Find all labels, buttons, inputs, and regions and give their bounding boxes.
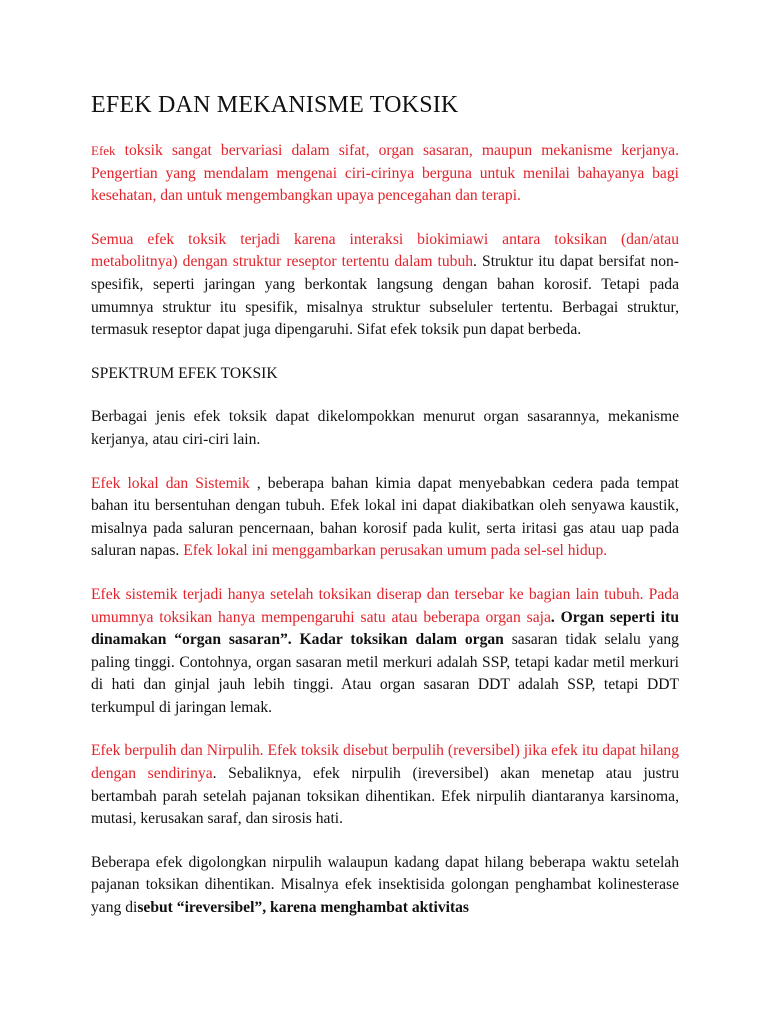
local-systemic-text: , beberapa bahan kimia dapat menyebabkan cedera pada tempat bahan itu bersentuhan dengan tubuh. Efek lokal ini dapat diakibatkan oleh senyawa kaustik, misalnya pada saluran pencernaan, bahan korosif pada kulit, serta iritasi gas atau uap pada saluran napas. — [91, 474, 679, 560]
paragraph-reversible — [91, 740, 679, 830]
document-page — [91, 88, 679, 941]
intro-first-word: Efek — [91, 143, 116, 158]
paragraph-grouping: Berbagai jenis efek toksik dapat dikelompokkan menurut organ sasarannya, mekanisme kerjanya, atau ciri-ciri lain. — [91, 408, 679, 448]
interaction-text: . Struktur itu dapat bersifat non-spesifik, seperti jaringan yang berkontak langsung dengan bahan korosif. Tetapi pada umumnya struktur itu spesifik, misalnya struktur subseluler tertentu. Berbagai struktur, termasuk reseptor dapat juga dipengaruhi. Sifat efek toksik pun dapat berbeda. — [91, 253, 679, 339]
local-systemic-highlight: Efek lokal ini menggambarkan perusakan umum pada sel-sel hidup. — [183, 542, 608, 560]
paragraph-systemic — [91, 584, 679, 720]
document-title: EFEK DAN MEKANISME TOKSIK — [91, 92, 459, 118]
paragraph-irreversible — [91, 852, 679, 920]
reversible-highlight: Efek berpulih dan Nirpulih. Efek toksik disebut berpulih (reversibel) jika efek itu dapat hilang dengan sendirinya — [91, 742, 679, 783]
paragraph-local-systemic — [91, 473, 679, 563]
systemic-text: sasaran tidak selalu yang paling tinggi. Contohnya, organ sasaran metil merkuri adalah SSP, tetapi kadar metil merkuri di hati dan ginjal jauh lebih tinggi. Atau organ sasaran DDT adalah SSP, tetapi DDT terkumpul di jaringan lemak. — [91, 631, 679, 716]
paragraph-intro — [91, 140, 679, 208]
local-systemic-term: Efek lokal dan Sistemik — [91, 474, 250, 492]
interaction-highlight: Semua efek toksik terjadi karena interaksi biokimiawi antara toksikan (dan/atau metabolitnya) dengan struktur reseptor tertentu dalam tubuh — [91, 230, 679, 271]
paragraph-interaction — [91, 229, 679, 342]
intro-text: toksik sangat bervariasi dalam sifat, organ sasaran, maupun mekanisme kerjanya. Pengertian yang mendalam mengenai ciri-cirinya berguna untuk menilai bahayanya bagi kesehatan, dan untuk mengembangkan upaya pencegahan dan terapi. — [91, 142, 679, 205]
reversible-text: . Sebaliknya, efek nirpulih (ireversibel) akan menetap atau justru bertambah parah setelah pajanan toksikan dihentikan. Efek nirpulih diantaranya karsinoma, mutasi, kerusakan saraf, dan sirosis hati. — [91, 765, 679, 828]
irreversible-text: Beberapa efek digolongkan nirpulih walaupun kadang dapat hilang beberapa waktu setelah pajanan toksikan dihentikan. Misalnya efek insektisida golongan penghambat kolinesterase yang di — [91, 853, 679, 917]
section-heading-spektrum: SPEKTRUM EFEK TOKSIK — [91, 364, 278, 382]
irreversible-bold: sebut “ireversibel”, karena menghambat aktivitas — [137, 899, 470, 917]
systemic-highlight: Efek sistemik terjadi hanya setelah toksikan diserap dan tersebar ke bagian lain tubuh. Pada umumnya toksikan hanya mempengaruhi satu atau beberapa organ saja — [91, 585, 679, 626]
systemic-bold: . Organ seperti itu dinamakan “organ sasaran”. Kadar toksikan dalam organ — [91, 608, 679, 649]
